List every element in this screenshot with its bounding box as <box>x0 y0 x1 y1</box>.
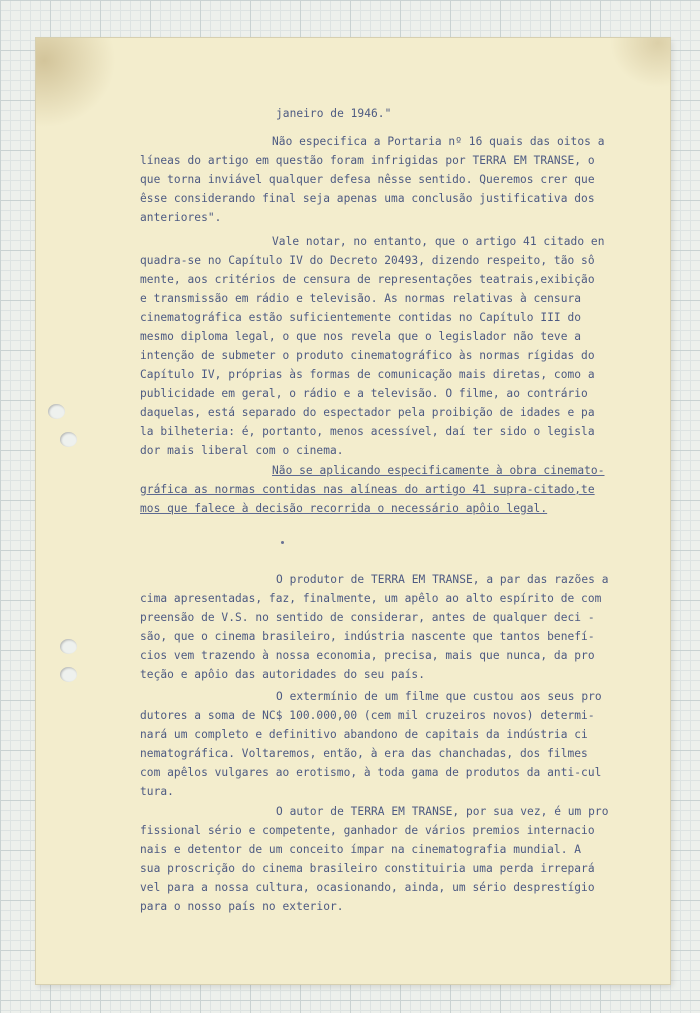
text-line: dutores a soma de NC$ 100.000,00 (cem mil cruzeiros novos) determi- <box>140 709 595 722</box>
text-line: cima apresentadas, faz, finalmente, um apêlo ao alto espírito de com <box>140 592 602 605</box>
text-line: nais e detentor de um conceito ímpar na cinematografia mundial. A <box>140 843 582 856</box>
text-line: O produtor de TERRA EM TRANSE, a par das razões a <box>276 573 609 586</box>
text-line: vel para a nossa cultura, ocasionando, ainda, um sério desprestígio <box>140 881 595 894</box>
paper-stain <box>610 38 670 88</box>
text-line: Capítulo IV, próprias às formas de comunicação mais diretas, como a <box>140 368 595 381</box>
text-line: Não especifica a Portaria nº 16 quais das oitos a <box>272 135 605 148</box>
text-line: O autor de TERRA EM TRANSE, por sua vez, é um pro <box>276 805 609 818</box>
text-line: mesmo diploma legal, o que nos revela que o legislador não teve a <box>140 330 582 343</box>
punch-hole <box>60 432 77 447</box>
underlined-text-line: Não se aplicando especificamente à obra cinemato- <box>272 464 605 477</box>
text-line: publicidade em geral, o rádio e a televisão. O filme, ao contrário <box>140 387 588 400</box>
text-line: teção e apôio das autoridades do seu país. <box>140 668 425 681</box>
text-line: mente, aos critérios de censura de representações teatrais,exibição <box>140 273 595 286</box>
text-line: são, que o cinema brasileiro, indústria nascente que tantos benefí- <box>140 630 595 643</box>
text-line: preensão de V.S. no sentido de considerar, antes de qualquer deci - <box>140 611 595 624</box>
text-line: que torna inviável qualquer defesa nêsse sentido. Queremos crer que <box>140 173 595 186</box>
punch-hole <box>48 404 65 419</box>
text-line: intenção de submeter o produto cinematográfico às normas rígidas do <box>140 349 595 362</box>
underlined-text-line: gráfica as normas contidas nas alíneas do artigo 41 supra-citado,te <box>140 483 595 496</box>
text-line: fissional sério e competente, ganhador de vários premios internacio <box>140 824 595 837</box>
text-line: janeiro de 1946." <box>276 107 392 120</box>
underlined-text-line: mos que falece à decisão recorrida o necessário apôio legal. <box>140 502 548 515</box>
text-line: tura. <box>140 785 174 798</box>
text-line: dor mais liberal com o cinema. <box>140 444 344 457</box>
text-line: anteriores". <box>140 211 222 224</box>
text-line: cios vem trazendo à nossa economia, precisa, mais que nunca, da pro <box>140 649 595 662</box>
punch-hole <box>60 667 77 682</box>
text-line: para o nosso país no exterior. <box>140 900 344 913</box>
text-line: nematográfica. Voltaremos, então, à era das chanchadas, dos filmes <box>140 747 588 760</box>
text-line: êsse considerando final seja apenas uma conclusão justificativa dos <box>140 192 595 205</box>
paper-stain <box>36 38 116 128</box>
text-line: O extermínio de um filme que custou aos seus pro <box>276 690 602 703</box>
text-line: líneas do artigo em questão foram infrigidas por TERRA EM TRANSE, o <box>140 154 595 167</box>
text-line: sua proscrição do cinema brasileiro constituiria uma perda irrepará <box>140 862 595 875</box>
ink-dot <box>281 541 284 544</box>
text-line: Vale notar, no entanto, que o artigo 41 citado en <box>272 235 605 248</box>
text-line: com apêlos vulgares ao erotismo, à toda gama de produtos da anti-cul <box>140 766 602 779</box>
text-line: la bilheteria: é, portanto, menos acessível, daí ter sido o legisla <box>140 425 595 438</box>
text-line: e transmissão em rádio e televisão. As normas relativas à censura <box>140 292 582 305</box>
text-line: daquelas, está separado do espectador pela proibição de idades e pa <box>140 406 595 419</box>
punch-hole <box>60 639 77 654</box>
text-line: quadra-se no Capítulo IV do Decreto 20493, dizendo respeito, tão sô <box>140 254 595 267</box>
text-line: cinematográfica estão suficientemente contidas no Capítulo III do <box>140 311 582 324</box>
text-line: nará um completo e definitivo abandono de capitais da indústria ci <box>140 728 588 741</box>
